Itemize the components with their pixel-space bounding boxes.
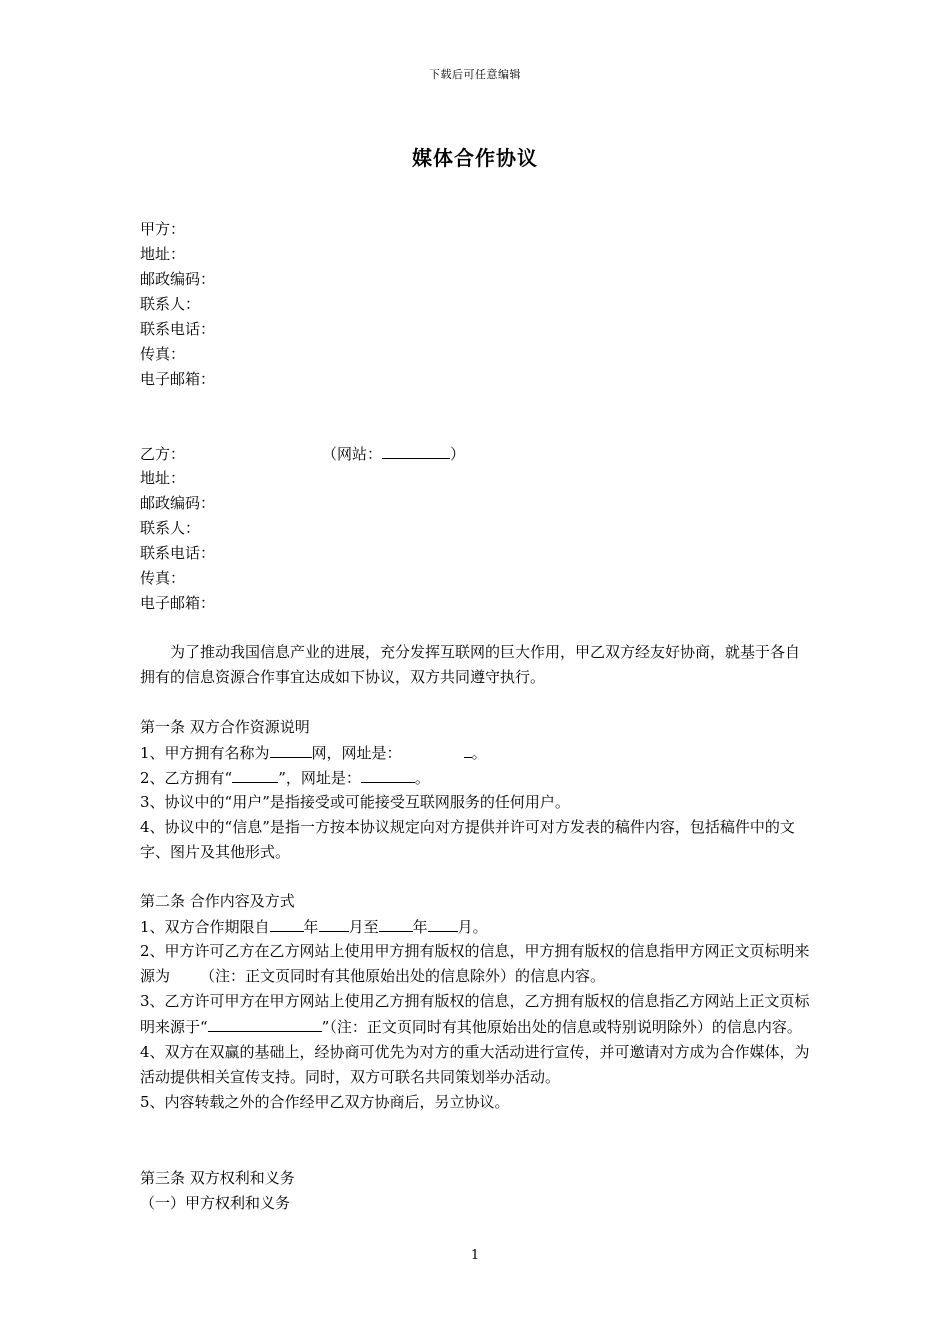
- party-a-fax: 传真：: [140, 345, 186, 363]
- term-text-e: 月。: [457, 918, 488, 936]
- party-a-label: 甲方：: [140, 220, 186, 238]
- party-b-name-blank: [232, 765, 278, 783]
- party-a-contact: 联系人：: [140, 295, 201, 313]
- article-1-item-1-text-c: 。: [471, 744, 487, 762]
- article-2-item-2-text-a: 2、甲方许可乙方在乙方网站上使用甲方拥有版权的信息，甲方拥有版权的信息指甲方网正文页标明来源为: [140, 942, 810, 985]
- party-b-block: [140, 441, 812, 616]
- party-a-block: [140, 217, 812, 392]
- end-month-blank: [428, 914, 458, 932]
- document-title: 媒体合作协议: [412, 146, 538, 170]
- article-3: [140, 1166, 812, 1216]
- url-blank: [464, 740, 472, 758]
- article-2-item-3: [140, 989, 812, 1040]
- article-1-item-1: [140, 740, 812, 765]
- article-3-heading: 第三条 双方权利和义务: [140, 1169, 295, 1187]
- article-1-item-1-text-a: 1、甲方拥有名称为: [140, 744, 270, 762]
- start-month-blank: [319, 914, 349, 932]
- term-text-b: 年: [303, 918, 319, 936]
- party-b-label: 乙方：: [140, 445, 186, 463]
- article-1-item-2-text-c: 。: [414, 769, 430, 787]
- article-1-item-2: [140, 765, 812, 790]
- article-1: [140, 715, 812, 865]
- term-text-c: 月至: [348, 918, 379, 936]
- party-b-website-blank: [382, 441, 450, 459]
- page-number: 1: [470, 1248, 480, 1263]
- article-1-item-3: 3、协议中的“用户”是指接受或可能接受互联网服务的任何用户。: [140, 793, 570, 811]
- party-a-email: 电子邮箱：: [140, 370, 216, 388]
- party-b-fax: 传真：: [140, 569, 186, 587]
- party-b-website-open: （网站：: [322, 445, 383, 463]
- party-a-address: 地址：: [140, 245, 186, 263]
- site-name-blank: [270, 740, 312, 758]
- source-blank: [208, 1014, 322, 1032]
- article-2-item-4: 4、双方在双赢的基础上，经协商可优先为对方的重大活动进行宣传，并可邀请对方成为合作媒体，为活动提供相关宣传支持。同时，双方可联名共同策划举办活动。: [140, 1043, 810, 1086]
- article-2-item-3-text-b: ”（注：正文页同时有其他原始出处的信息或特别说明除外）的信息内容。: [321, 1018, 802, 1036]
- party-b-phone: 联系电话：: [140, 544, 216, 562]
- article-1-item-1-text-b: 网，网址是：: [311, 744, 402, 762]
- article-1-item-2-text-b: ”，网址是：: [278, 769, 361, 787]
- party-b-website-close: ）: [450, 445, 466, 463]
- party-b-line: [140, 441, 812, 466]
- party-b-address: 地址：: [140, 469, 186, 487]
- start-year-blank: [270, 914, 304, 932]
- intro-text: 为了推动我国信息产业的进展，充分发挥互联网的巨大作用，甲乙双方经友好协商，就基于各自拥有的信息资源合作事宜达成如下协议，双方共同遵守执行。: [140, 643, 801, 686]
- article-2: [140, 889, 812, 1115]
- article-1-item-4: 4、协议中的“信息”是指一方按本协议规定向对方提供并许可对方发表的稿件内容，包括稿件中的文字、图片及其他形式。: [140, 818, 795, 861]
- party-b-email: 电子邮箱：: [140, 594, 216, 612]
- article-1-heading: 第一条 双方合作资源说明: [140, 718, 310, 736]
- article-1-item-2-text-a: 2、乙方拥有“: [140, 769, 233, 787]
- article-2-heading: 第二条 合作内容及方式: [140, 892, 295, 910]
- party-a-phone: 联系电话：: [140, 320, 216, 338]
- term-text-d: 年: [412, 918, 428, 936]
- article-2-item-2-text-b: （注：正文页同时有其他原始出处的信息除外）的信息内容。: [200, 967, 606, 985]
- article-2-item-1: [140, 914, 812, 939]
- party-b-postcode: 邮政编码：: [140, 494, 216, 512]
- article-2-item-5: 5、内容转载之外的合作经甲乙双方协商后，另立协议。: [140, 1093, 510, 1111]
- intro-paragraph: [140, 640, 812, 690]
- article-2-item-3-text-a: 3、乙方许可甲方在甲方网站上使用乙方拥有版权的信息，乙方拥有版权的信息指乙方网站上正文页标明来源于“: [140, 992, 810, 1036]
- term-text-a: 1、双方合作期限自: [140, 918, 270, 936]
- article-3-sub-1: （一）甲方权利和义务: [140, 1194, 291, 1212]
- page-header: 下载后可任意编辑: [429, 68, 521, 81]
- end-year-blank: [379, 914, 413, 932]
- article-2-item-2: [140, 939, 812, 989]
- party-b-url-blank: [361, 765, 415, 783]
- party-b-contact: 联系人：: [140, 519, 201, 537]
- party-a-postcode: 邮政编码：: [140, 270, 216, 288]
